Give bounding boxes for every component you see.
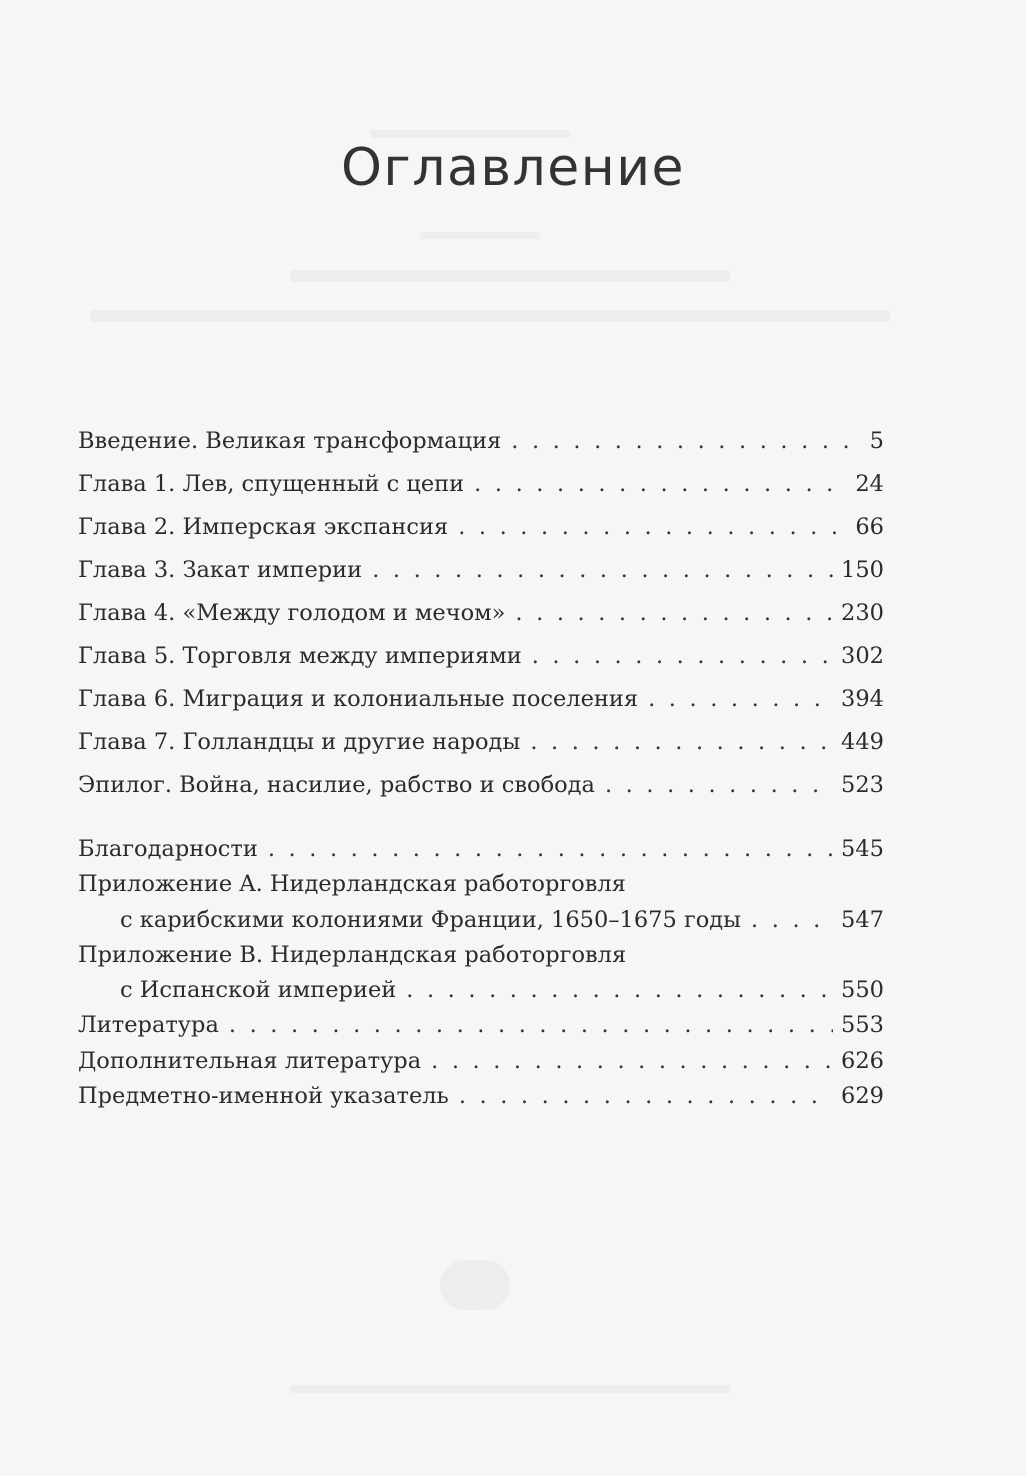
toc-entry-label: Литература [78,1012,219,1039]
bleed-through [90,310,890,322]
toc-entry-label: Глава 1. Лев, спущенный с цепи [78,471,465,497]
toc-entry-page: 553 [841,1012,884,1039]
toc-entry-page: 302 [841,643,884,669]
toc-entry [78,764,884,807]
toc-entry-label: Дополнительная литература [78,1047,422,1074]
bleed-through [440,1260,510,1310]
toc-entry-page: 629 [841,1083,884,1110]
toc-entry-label: Благодарности [78,836,258,862]
toc-entry-label-cont: с карибскими колониями Франции, 1650–1675 годы [120,906,742,933]
leader-dots [511,420,861,463]
toc-main [78,420,884,807]
toc-entry-label: Приложение B. Нидерландская работорговля [78,941,627,968]
toc-entry-literature [78,1008,884,1043]
toc-entry-page: 449 [841,729,884,755]
toc-entry-appendix-a [78,867,884,938]
bleed-through [290,270,730,282]
toc-entry-continuation [78,973,884,1008]
leader-dots [530,721,833,764]
leader-dots [406,973,833,1008]
leader-dots [229,1008,833,1043]
toc-entry-page: 550 [841,977,884,1004]
toc-entry-index [78,1079,884,1114]
leader-dots [751,903,833,938]
toc-entry-label-cont: с Испанской империей [120,977,397,1004]
toc-entry-page: 626 [841,1047,884,1074]
toc-entry-label: Глава 2. Имперская экспансия [78,514,449,540]
toc-entry-page: 24 [855,471,884,497]
leader-dots [605,764,833,807]
leader-dots [648,678,833,721]
toc-entry-page: 547 [841,906,884,933]
toc-entry-continuation [78,903,884,938]
toc-entry-page: 523 [841,772,884,798]
toc-entry-label: Глава 4. «Между голодом и мечом» [78,600,506,626]
toc-entry-appendix-b [78,938,884,1009]
toc-entry [78,463,884,506]
page-title: Оглавление [340,138,685,198]
leader-dots [431,1044,833,1079]
leader-dots [372,549,833,592]
toc-entry-label: Глава 3. Закат империи [78,557,363,583]
toc-entry [78,635,884,678]
toc-entry-label: Приложение A. Нидерландская работорговля [78,871,626,898]
toc-entry-label: Введение. Великая трансформация [78,428,502,454]
toc-entry [78,420,884,463]
toc-entry-page: 394 [841,686,884,712]
bleed-through [420,232,540,239]
toc-entry-label: Предметно-именной указатель [78,1083,449,1110]
toc-back-matter [78,832,884,1114]
leader-dots [458,506,847,549]
toc-entry-page: 545 [841,836,884,862]
toc-entry [78,592,884,635]
toc-entry-acknowledgements [78,832,884,867]
toc-entry-page: 5 [869,428,884,454]
bleed-through [370,130,570,138]
toc-entry [78,678,884,721]
toc-entry-page: 230 [841,600,884,626]
toc-entry-label: Глава 7. Голландцы и другие народы [78,729,521,755]
leader-dots [459,1079,833,1114]
toc-entry-further-literature [78,1044,884,1079]
toc-entry-label: Эпилог. Война, насилие, рабство и свобода [78,772,595,798]
leader-dots [268,832,833,867]
bleed-through [290,1385,730,1393]
toc-entry [78,721,884,764]
toc-entry-label: Глава 6. Миграция и колониальные поселения [78,686,639,712]
toc-entry [78,506,884,549]
toc-entry-page: 150 [841,557,884,583]
leader-dots [532,635,833,678]
toc-entry [78,549,884,592]
leader-dots [474,463,847,506]
toc-entry-page: 66 [855,514,884,540]
toc-entry-label: Глава 5. Торговля между империями [78,643,522,669]
leader-dots [515,592,833,635]
